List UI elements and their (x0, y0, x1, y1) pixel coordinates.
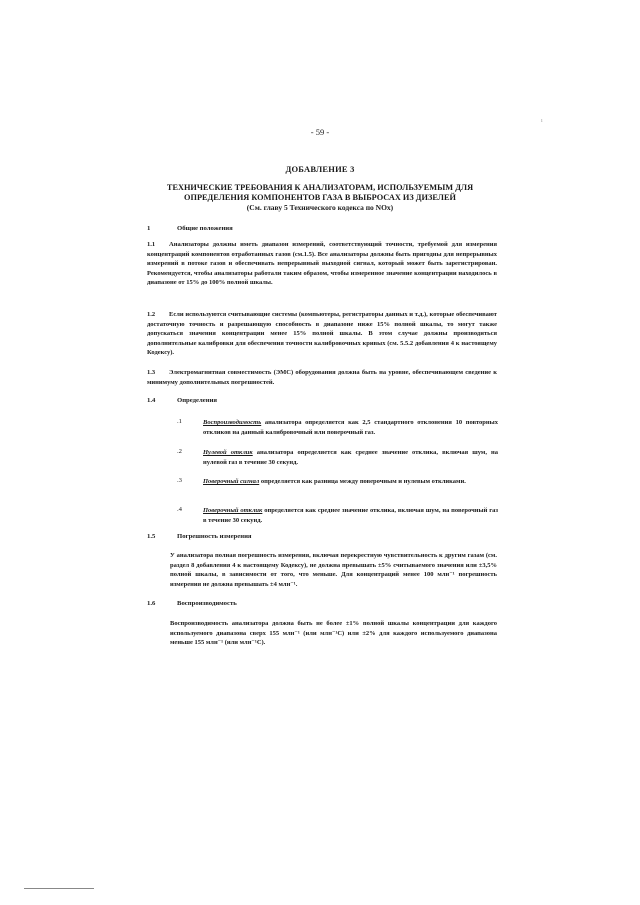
section-1-number: 1 (147, 225, 151, 232)
section-1-heading: Общие положения (177, 225, 233, 232)
paragraph-1-2-text: Если используются считывающие системы (компьютеры, регистраторы данных и т.д.), которые обеспечивают достаточную точность и разрешающую способность в диапазоне ниже 15% полной шкалы, то могут также допускаться значения концентрации менее 15% полной шкалы. В этом случае должны производиться дополнительные калибровки для обеспечения точности калибровочных кривых (см. 5.5.2 добавления 4 к настоящему Кодексу). (147, 311, 497, 357)
footer-rule (24, 888, 94, 889)
section-1-6-heading: Воспроизводимость (177, 600, 237, 607)
definition-4 (203, 506, 498, 525)
paragraph-1-2 (147, 310, 497, 358)
paragraph-1-1-number: 1.1 (147, 241, 156, 248)
margin-mark: ı (541, 118, 543, 124)
paragraph-1-1 (147, 240, 497, 288)
paragraph-1-3 (147, 368, 497, 387)
title-line-1: ТЕХНИЧЕСКИЕ ТРЕБОВАНИЯ К АНАЛИЗАТОРАМ, ИСПОЛЬЗУЕМЫМ ДЛЯ (166, 183, 474, 192)
paragraph-1-3-number: 1.3 (147, 369, 156, 376)
page-number: - 59 - (310, 127, 330, 137)
definition-3-text: определяется как разница между поверочным и нулевым откликами. (259, 478, 466, 485)
definition-4-term: Поверочный отклик (203, 507, 263, 514)
section-1-4-heading: Определения (177, 397, 218, 404)
section-1-5-heading: Погрешность измерения (177, 533, 252, 540)
definition-1-number: .1 (177, 418, 183, 425)
section-1-6-number: 1.6 (147, 600, 156, 607)
paragraph-1-1-text: Анализаторы должны иметь диапазон измерений, соответствующий точности, требуемой для измерения концентраций компонентов отработанных газов (см.1.5). Все анализаторы должны быть пригодны для непрерывных измерений в потоке газов и обеспечивать непрерывный выходной сигнал, который может быть зарегистрирован. Рекомендуется, чтобы анализаторы работали таким образом, чтобы измеренное значение концентрации находилось в диапазоне от 15% до 100% полной шкалы. (147, 241, 497, 287)
definition-2 (203, 448, 498, 467)
section-1-4-number: 1.4 (147, 397, 156, 404)
definition-1-term: Воспроизводимость (203, 419, 262, 426)
definition-3-term: Поверочный сигнал (203, 478, 260, 485)
definition-2-text: анализатора определяется как среднее значение отклика, включая шум, на нулевой газ в течение 30 секунд. (203, 449, 498, 466)
section-1-6-text: Воспроизводимость анализатора должна быть не более ±1% полной шкалы концентрации для каждого используемого диапазона сверх 155 млн⁻¹ (или млн⁻¹С) или ±2% для каждого используемого диапазона меньше 155 млн⁻¹ (или млн⁻¹С). (170, 620, 497, 647)
addendum-title: ДОБАВЛЕНИЕ 3 (285, 164, 355, 174)
definition-4-text: определяется как среднее значение отклика, включая шум, на поверочный газ в течение 30 секунд. (203, 507, 499, 524)
section-1-5-text: У анализатора полная погрешность измерения, включая перекрестную чувствительность к другим газам (см. раздел 8 добавления 4 к настоящему Кодексу), не должна превышать ±5% считываемого значения или ±3,5% полной шкалы, в зависимости от того, что меньше. Для концентраций менее 100 млн⁻¹ погрешность измерения не должна превышать ±4 млн⁻¹. (170, 552, 497, 588)
definition-2-number: .2 (177, 448, 183, 455)
paragraph-1-2-number: 1.2 (147, 311, 156, 318)
section-1-5-number: 1.5 (147, 533, 156, 540)
definition-3 (203, 477, 498, 487)
title-line-2: ОПРЕДЕЛЕНИЯ КОМПОНЕНТОВ ГАЗА В ВЫБРОСАХ ИЗ ДИЗЕЛЕЙ (184, 193, 456, 202)
document-title (160, 183, 480, 213)
definition-2-term: Нулевой отклик (203, 449, 253, 456)
definition-3-number: .3 (177, 477, 183, 484)
definition-1-text: анализатора определяется как 2,5 стандартного отклонения 10 повторных откликов на данный калибровочный или поверочный газ. (203, 419, 498, 436)
title-line-3: (См. главу 5 Технического кодекса по NOx) (246, 203, 394, 212)
definition-4-number: .4 (177, 506, 183, 513)
paragraph-1-3-text: Электромагнитная совместимость (ЭМС) оборудования должна быть на уровне, обеспечивающем сведение к минимуму дополнительных погрешностей. (147, 369, 497, 386)
definition-1 (203, 418, 498, 437)
